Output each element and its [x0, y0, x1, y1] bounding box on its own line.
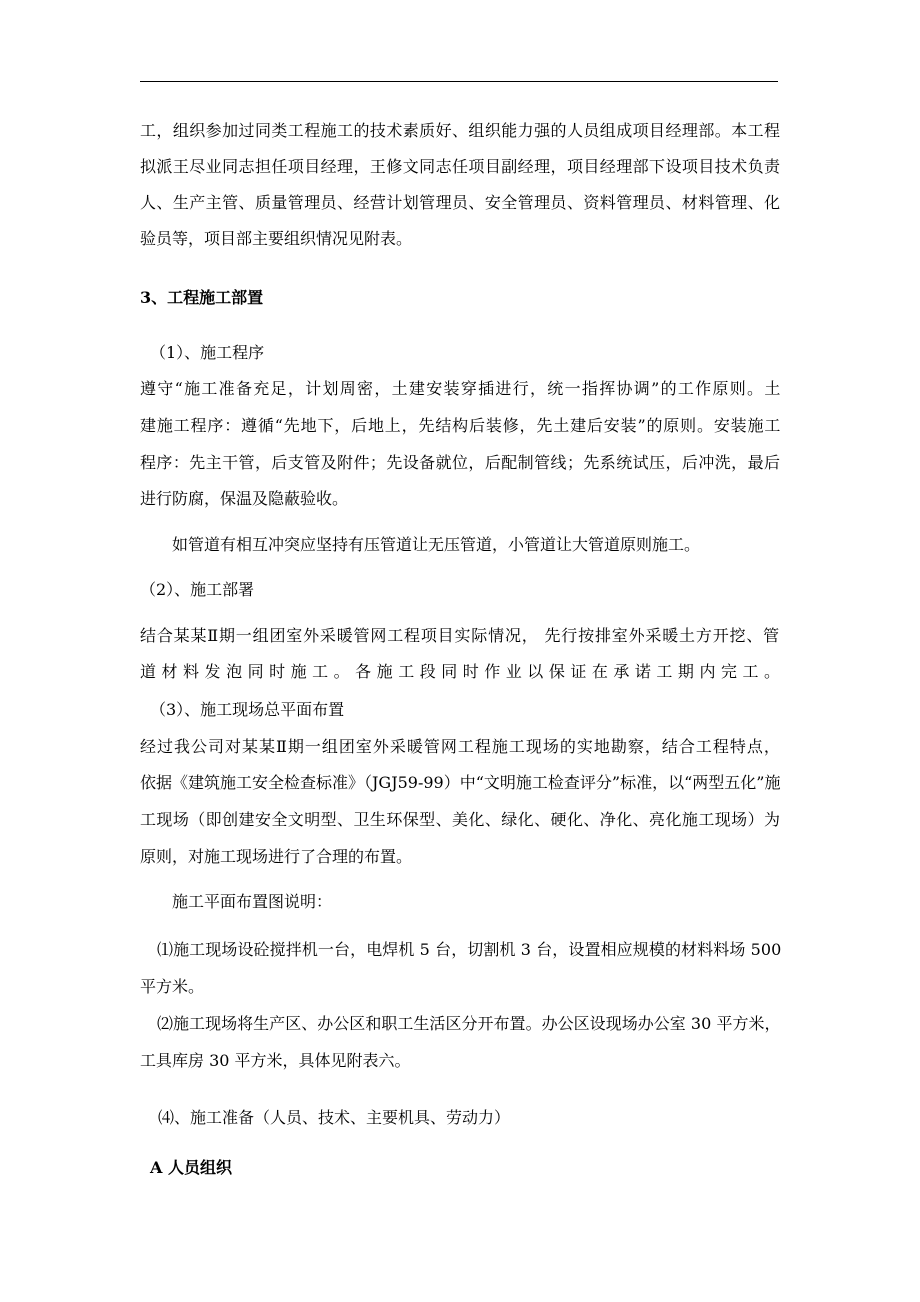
subsection-heading: （1）、施工程序 [150, 343, 265, 362]
paragraph-line: 依据《建筑施工安全检查标准》（JGJ59-99）中“文明施工检查评分”标准，以“两型五化”施 [140, 773, 781, 792]
paragraph-line: 结合某某Ⅱ期一组团室外采暖管网工程项目实际情况， 先行按排室外采暖土方开挖、管 [140, 626, 780, 645]
subsection-heading: （3）、施工现场总平面布置 [150, 700, 345, 719]
subsection-heading: ⑷、施工准备（人员、技术、主要机具、劳动力） [158, 1108, 511, 1127]
paragraph-line: 如管道有相互冲突应坚持有压管道让无压管道，小管道让大管道原则施工。 [172, 535, 701, 554]
paragraph-line: 人、生产主管、质量管理员、经营计划管理员、安全管理员、资料管理员、材料管理、化 [140, 193, 781, 212]
subsection-heading: （2）、施工部署 [140, 580, 255, 599]
paragraph-line: 工现场（即创建安全文明型、卫生环保型、美化、绿化、硬化、净化、亮化施工现场）为 [140, 810, 781, 829]
paragraph-line: 经过我公司对某某Ⅱ期一组团室外采暖管网工程施工现场的实地勘察，结合工程特点， [140, 737, 781, 756]
caption-label: 施工平面布置图说明： [172, 892, 333, 911]
list-item: ⑴施工现场设砼搅拌机一台，电焊机 5 台，切割机 3 台，设置相应规模的材料料场 500 [157, 940, 782, 959]
paragraph-line: 原则，对施工现场进行了合理的布置。 [140, 847, 413, 866]
paragraph-line: 道材料发泡同时施工。各施工段同时作业以保证在承诺工期内完工。 [140, 662, 786, 681]
paragraph-line: 建施工程序：遵循“先地下，后地上，先结构后装修，先土建后安装”的原则。安装施工 [140, 416, 782, 435]
header-rule [140, 81, 778, 82]
list-item: ⑵施工现场将生产区、办公区和职工生活区分开布置。办公区设现场办公室 30 平方米， [157, 1014, 781, 1033]
section-heading: 3、工程施工部置 [140, 288, 264, 307]
paragraph-line: 验员等，项目部主要组织情况见附表。 [140, 229, 413, 248]
paragraph-line: 拟派王尽业同志担任项目经理，王修文同志任项目副经理，项目经理部下设项目技术负责 [140, 157, 781, 176]
paragraph-line: 遵守“施工准备充足，计划周密，土建安装穿插进行，统一指挥协调”的工作原则。土 [140, 379, 782, 398]
paragraph-line: 工，组织参加过同类工程施工的技术素质好、组织能力强的人员组成项目经理部。本工程 [140, 121, 781, 140]
paragraph-line: 进行防腐，保温及隐蔽验收。 [140, 489, 349, 508]
paragraph-line: 程序：先主干管，后支管及附件；先设备就位，后配制管线；先系统试压，后冲洗，最后 [140, 453, 781, 472]
list-item-continuation: 工具库房 30 平方米，具体见附表六。 [140, 1051, 411, 1070]
list-item-continuation: 平方米。 [140, 977, 205, 996]
subsection-heading: A 人员组织 [150, 1158, 232, 1177]
